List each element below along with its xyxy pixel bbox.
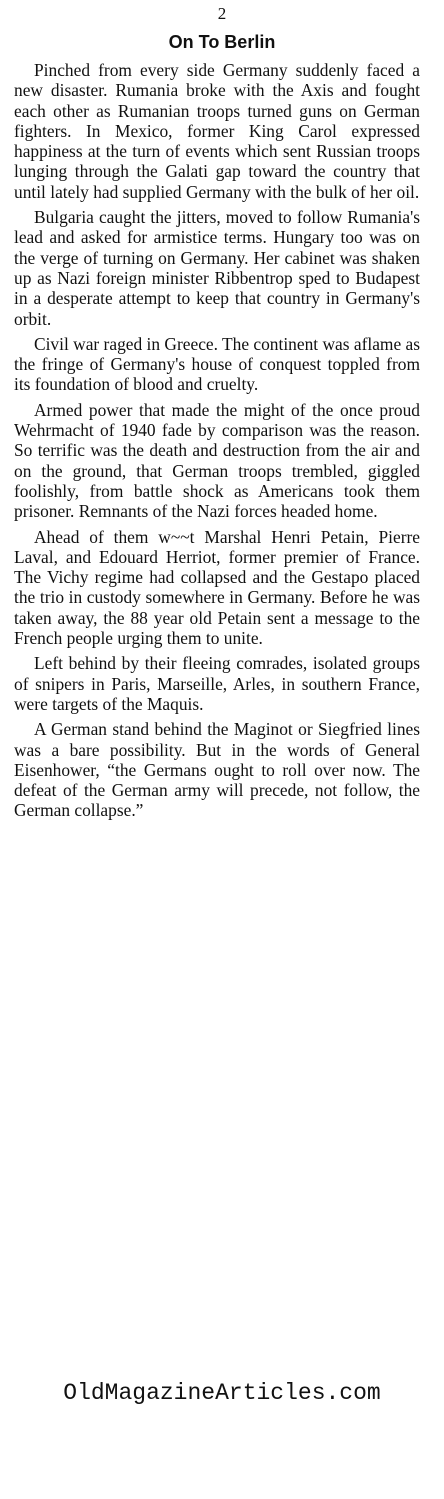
page-number: 2 — [217, 4, 227, 23]
article-paragraph: A German stand behind the Maginot or Siegfried lines was a bare possibility. But in the words of General Eisenhower, “the Germans ought to roll over now. The defeat of the German army will precede, not follow, the German collapse.” — [14, 719, 420, 821]
article-title: On To Berlin — [168, 32, 276, 52]
article-paragraph: Left behind by their fleeing comrades, isolated groups of snipers in Paris, Marseille, Arles, in southern France, were targets of the Maquis. — [14, 653, 420, 714]
article-paragraph: Armed power that made the might of the once proud Wehrmacht of 1940 fade by comparison was the reason. So terrific was the death and destruction from the air and on the ground, that German troops trembled, giggled foolishly, from battle shock as Americans took them prisoner. Remnants of the Nazi forces headed home. — [14, 399, 420, 522]
article-paragraph: Pinched from every side Germany suddenly faced a new disaster. Rumania broke with the Axis and fought each other as Rumanian troops turned guns on German fighters. In Mexico, former King Carol expressed happiness at the turn of events which sent Russian troops lunging through the Galati gap toward the country that until lately had supplied Germany with the bulk of her oil. — [14, 60, 420, 202]
article-paragraph: Civil war raged in Greece. The continent was aflame as the fringe of Germany's house of conquest toppled from its foundation of blood and cruelty. — [14, 333, 420, 395]
article-paragraph: Ahead of them w~~t Marshal Henri Petain, Pierre Laval, and Edouard Herriot, former premier of France. The Vichy regime had collapsed and the Gestapo placed the trio in custody somewhere in Germany. Before he was taken away, the 88 year old Petain sent a message to the French people urging them to unite. — [14, 526, 420, 649]
site-watermark: OldMagazineArticles.com — [63, 1380, 381, 1406]
article-body — [14, 60, 420, 826]
article-paragraph: Bulgaria caught the jitters, moved to follow Rumania's lead and asked for armistice terms. Hungary too was on the verge of turning on Germany. Her cabinet was shaken up as Nazi foreign minister Ribbentrop sped to Budapest in a desperate attempt to keep that country in Germany's orbit. — [14, 207, 420, 329]
